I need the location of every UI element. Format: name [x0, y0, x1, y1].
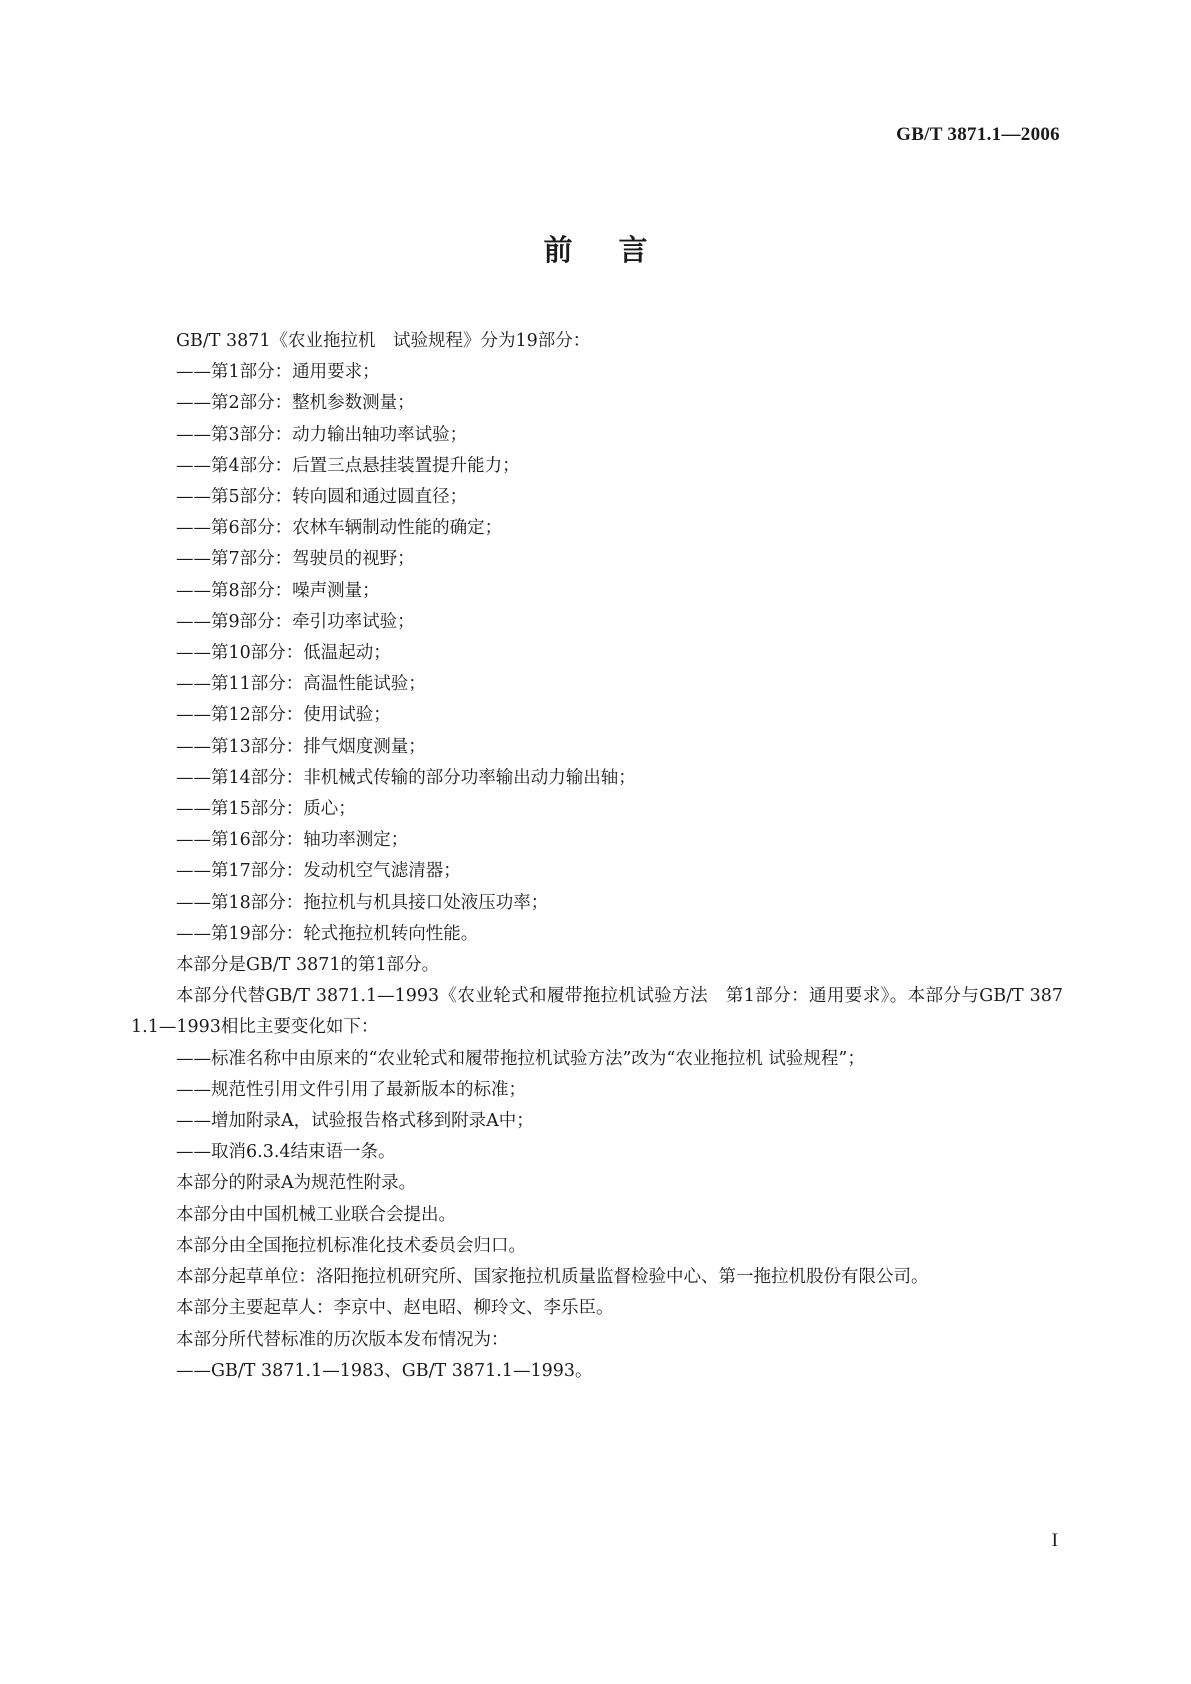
part-item: ——第13部分：排气烟度测量； — [176, 736, 426, 757]
part-item: ——第4部分：后置三点悬挂装置提升能力； — [176, 455, 520, 476]
committee-statement: 本部分由全国拖拉机标准化技术委员会归口。 — [176, 1235, 526, 1256]
drafters-statement: 本部分主要起草人：李京中、赵电昭、柳玲文、李乐臣。 — [176, 1298, 614, 1319]
part-item: ——第16部分：轴功率测定； — [176, 830, 409, 851]
replaces-paragraph: 本部分代替GB/T 3871.1—1993《农业轮式和履带拖拉机试验方法 第1部分：通用要求》。本部分与GB/T 3871.1—1993相比主要变化如下： — [131, 986, 1063, 1038]
drafting-units-statement: 本部分起草单位：洛阳拖拉机研究所、国家拖拉机质量监督检验中心、第一拖拉机股份有限公司。 — [176, 1267, 929, 1288]
part-item: ——第10部分：低温起动； — [176, 643, 391, 664]
history-intro-statement: 本部分所代替标准的历次版本发布情况为： — [176, 1329, 509, 1350]
change-item: ——增加附录A，试验报告格式移到附录A中； — [176, 1111, 534, 1132]
annex-statement: 本部分的附录A为规范性附录。 — [176, 1173, 417, 1194]
part-item: ——第9部分：牵引功率试验； — [176, 611, 415, 632]
change-item: ——取消6.3.4结束语一条。 — [176, 1142, 396, 1163]
part-item: ——第1部分：通用要求； — [176, 362, 380, 383]
part-item: ——第5部分：转向圆和通过圆直径； — [176, 487, 468, 508]
page-number: I — [1051, 1530, 1058, 1551]
part-item: ——第11部分：高温性能试验； — [176, 674, 426, 695]
parts-list — [131, 357, 1063, 950]
history-item: ——GB/T 3871.1—1983、GB/T 3871.1—1993。 — [176, 1360, 593, 1381]
part-item: ——第19部分：轮式拖拉机转向性能。 — [176, 923, 479, 944]
part-item: ——第6部分：农林车辆制动性能的确定； — [176, 518, 503, 539]
change-item: ——标准名称中由原来的“农业轮式和履带拖拉机试验方法”改为“农业拖拉机 试验规程”； — [176, 1048, 865, 1069]
page-title: 前言 — [543, 233, 694, 267]
part-item: ——第3部分：动力输出轴功率试验； — [176, 424, 468, 445]
document-body — [131, 326, 1063, 1387]
part-item: ——第18部分：拖拉机与机具接口处液压功率； — [176, 892, 549, 913]
this-part-line: 本部分是GB/T 3871的第1部分。 — [176, 955, 440, 976]
part-item: ——第2部分：整机参数测量； — [176, 393, 415, 414]
change-item: ——规范性引用文件引用了最新版本的标准； — [176, 1079, 526, 1100]
part-item: ——第8部分：噪声测量； — [176, 580, 380, 601]
intro-line: GB/T 3871《农业拖拉机 试验规程》分为19部分： — [176, 331, 591, 351]
part-item: ——第12部分：使用试验； — [176, 705, 391, 726]
proposer-statement: 本部分由中国机械工业联合会提出。 — [176, 1204, 456, 1225]
standard-number: GB/T 3871.1—2006 — [896, 124, 1060, 145]
part-item: ——第14部分：非机械式传输的部分功率输出动力输出轴； — [176, 767, 636, 788]
part-item: ——第17部分：发动机空气滤清器； — [176, 861, 461, 882]
part-item: ——第7部分：驾驶员的视野； — [176, 549, 415, 570]
part-item: ——第15部分：质心； — [176, 799, 356, 820]
changes-list — [131, 1044, 1063, 1169]
